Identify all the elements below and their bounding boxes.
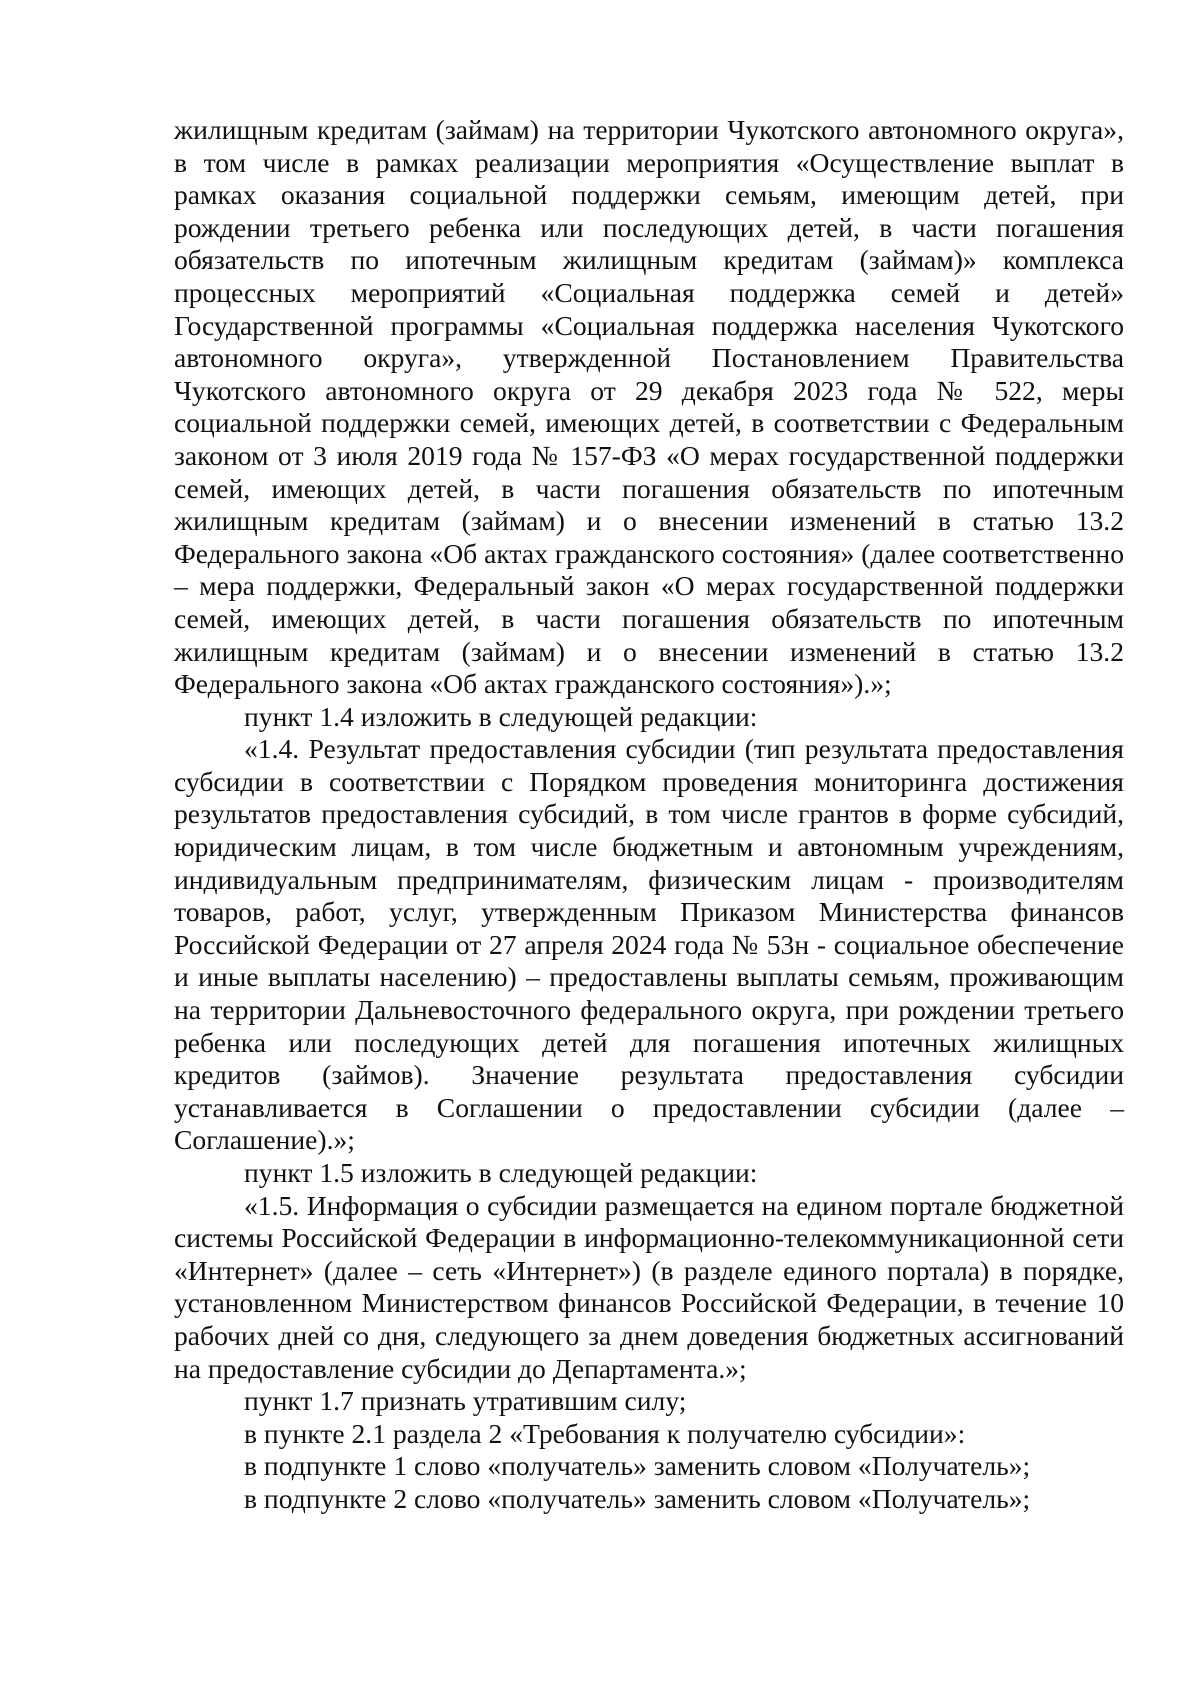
paragraph-subclause-1: в подпункте 1 слово «получатель» заменить словом «Получатель»; xyxy=(244,1450,1031,1482)
paragraph-amend-1-4-intro: пункт 1.4 изложить в следующей редакции: xyxy=(244,700,758,732)
paragraph-continuation: жилищным кредитам (займам) на территории Чукотского автономного округа», в том числе в рамках реализации мероприятия «Осуществление выплат в рамках оказания социальной поддержки семьям, имеющим детей, при рождении третьего ребенка или последующих детей, в части погашения обязательств по ипотечным жилищным кредитам (займам)» комплекса процессных мероприятий «Социальная поддержка семей и детей» Государственной программы «Социальная поддержка населения Чукотского автономного округа», утвержденной Постановлением Правительства Чукотского автономного округа от 29 декабря 2023 года № 522, меры социальной поддержки семей, имеющих детей, в соответствии с Федеральным законом от 3 июля 2019 года № 157-ФЗ «О мерах государственной поддержки семей, имеющих детей, в части погашения обязательств по ипотечным жилищным кредитам (займам) и о внесении изменений в статью 13.2 Федерального закона «Об актах гражданского состояния» (далее соответственно – мера поддержки, Федеральный закон «О мерах государственной поддержки семей, имеющих детей, в части погашения обязательств по ипотечным жилищным кредитам (займам) и о внесении изменений в статью 13.2 Федерального закона «Об актах гражданского состояния»).»; xyxy=(174,114,1124,700)
paragraph-clause-2-1-intro: в пункте 2.1 раздела 2 «Требования к получателю субсидии»: xyxy=(244,1417,966,1449)
paragraph-amend-1-5-intro: пункт 1.5 изложить в следующей редакции: xyxy=(244,1157,758,1188)
paragraph-clause-1-5: «1.5. Информация о субсидии размещается на едином портале бюджетной системы Российской Федерации в информационно-телекоммуникационной сети «Интернет» (далее – сеть «Интернет») (в разделе единого портала) в порядке, установленном Министерством финансов Российской Федерации, в течение 10 рабочих дней со дня, следующего за днем доведения бюджетных ассигнований на предоставление субсидии до Департамента.»; xyxy=(174,1189,1124,1384)
paragraph-subclause-2: в подпункте 2 слово «получатель» заменить словом «Получатель»; xyxy=(244,1482,1031,1514)
paragraph-clause-1-4: «1.4. Результат предоставления субсидии (тип результата предоставления субсидии в соответствии с Порядком проведения мониторинга достижения результатов предоставления субсидий, в том числе грантов в форме субсидий, юридическим лицам, в том числе бюджетным и автономным учреждениям, индивидуальным предпринимателям, физическим лицам - производителям товаров, работ, услуг, утвержденным Приказом Министерства финансов Российской Федерации от 27 апреля 2024 года № 53н - социальное обеспечение и иные выплаты населению) – предоставлены выплаты семьям, проживающим на территории Дальневосточного федерального округа, при рождении третьего ребенка или последующих детей для погашения ипотечных жилищных кредитов (займов). Значение результата предоставления субсидии устанавливается в Соглашении о предоставлении субсидии (далее – Соглашение).»; xyxy=(174,733,1124,1156)
paragraph-clause-1-7-repeal: пункт 1.7 признать утратившим силу; xyxy=(244,1385,687,1417)
document-page xyxy=(174,114,1124,1516)
